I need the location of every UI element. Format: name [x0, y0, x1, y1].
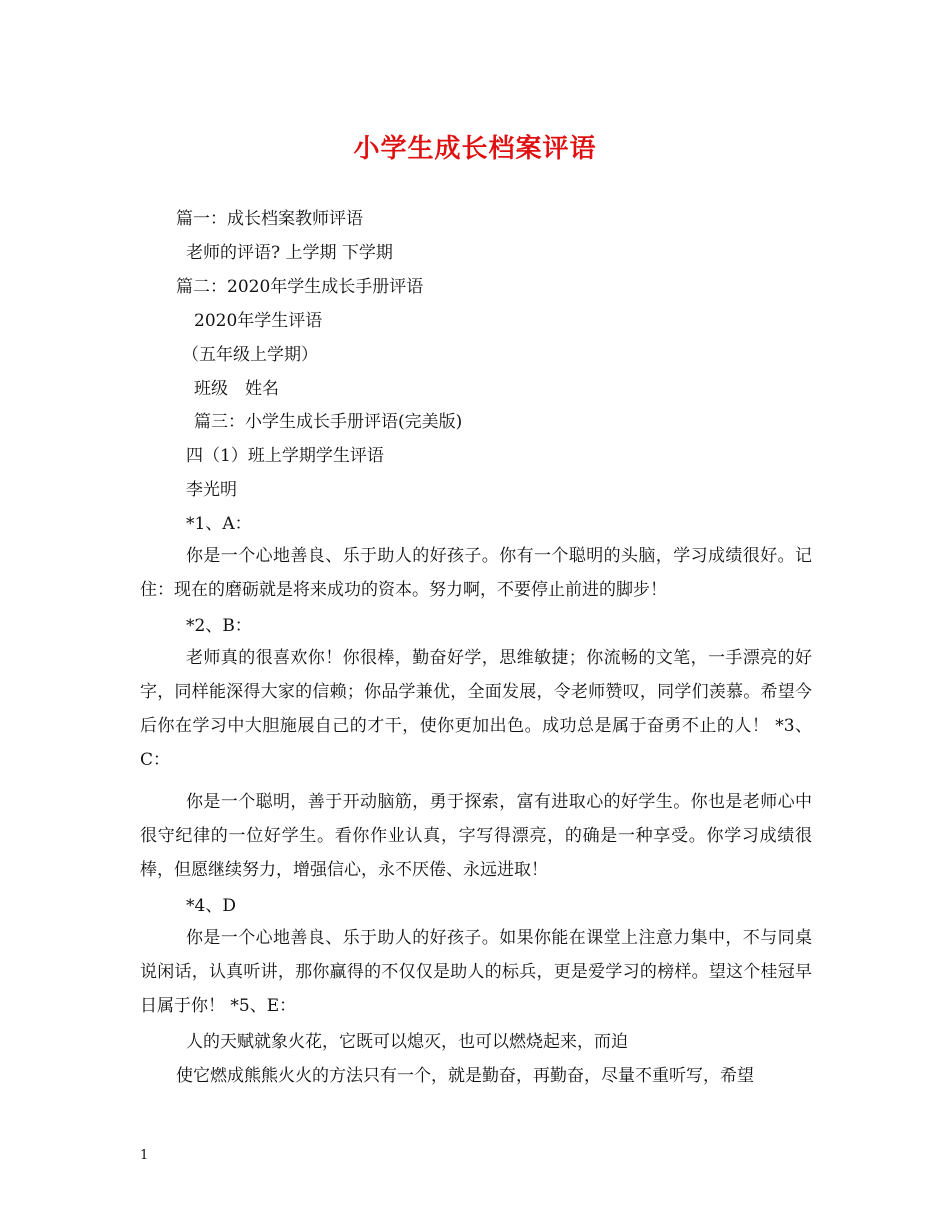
- comment-e-line-2: 使它燃成熊熊火火的方法只有一个，就是勤奋，再勤奋，尽量不重听写，希望: [176, 1066, 754, 1086]
- author-name: 李光明: [186, 480, 237, 500]
- comment-c: 你是一个聪明，善于开动脑筋，勇于探索，富有进取心的好学生。你也是老师心中很守纪律的一位好学生。看你作业认真，字写得漂亮，的确是一种享受。你学习成绩很棒，但愿继续努力，增强信心，永不厌倦、永远进取！: [140, 792, 812, 880]
- text-line: 2020年学生评语: [194, 311, 323, 331]
- section-heading-3: 篇三：小学生成长手册评语(完美版): [194, 412, 463, 432]
- section-heading-2: 篇二：2020年学生成长手册评语: [176, 277, 424, 297]
- comment-label-a: *1、A：: [186, 514, 252, 534]
- comment-label-d: *4、D: [186, 896, 236, 916]
- text-line: 四（1）班上学期学生评语: [186, 446, 384, 466]
- comment-e-line-1: 人的天赋就象火花，它既可以熄灭，也可以燃烧起来，而迫: [186, 1032, 628, 1052]
- document-title: 小学生成长档案评语: [353, 134, 597, 164]
- page-number: 1: [140, 1148, 149, 1163]
- text-line: 老师的评语? 上学期 下学期: [186, 243, 393, 263]
- comment-label-b: *2、B：: [186, 616, 252, 636]
- comment-a: 你是一个心地善良、乐于助人的好孩子。你有一个聪明的头脑，学习成绩很好。记住：现在的磨砺就是将来成功的资本。努力啊，不要停止前进的脚步！: [140, 546, 812, 600]
- text-line: 班级 姓名: [194, 379, 279, 399]
- section-heading-1: 篇一：成长档案教师评语: [176, 209, 363, 229]
- comment-b: 老师真的很喜欢你！你很棒，勤奋好学，思维敏捷；你流畅的文笔，一手漂亮的好字，同样能深得大家的信赖；你品学兼优，全面发展，令老师赞叹，同学们羡慕。希望今后你在学习中大胆施展自己的才干，使你更加出色。成功总是属于奋勇不止的人！ *3、C：: [140, 648, 812, 770]
- comment-d: 你是一个心地善良、乐于助人的好孩子。如果你能在课堂上注意力集中，不与同桌说闲话，认真听讲，那你赢得的不仅仅是助人的标兵，更是爱学习的榜样。望这个桂冠早日属于你！ *5、E：: [140, 928, 812, 1016]
- text-line: （五年级上学期）: [182, 345, 318, 365]
